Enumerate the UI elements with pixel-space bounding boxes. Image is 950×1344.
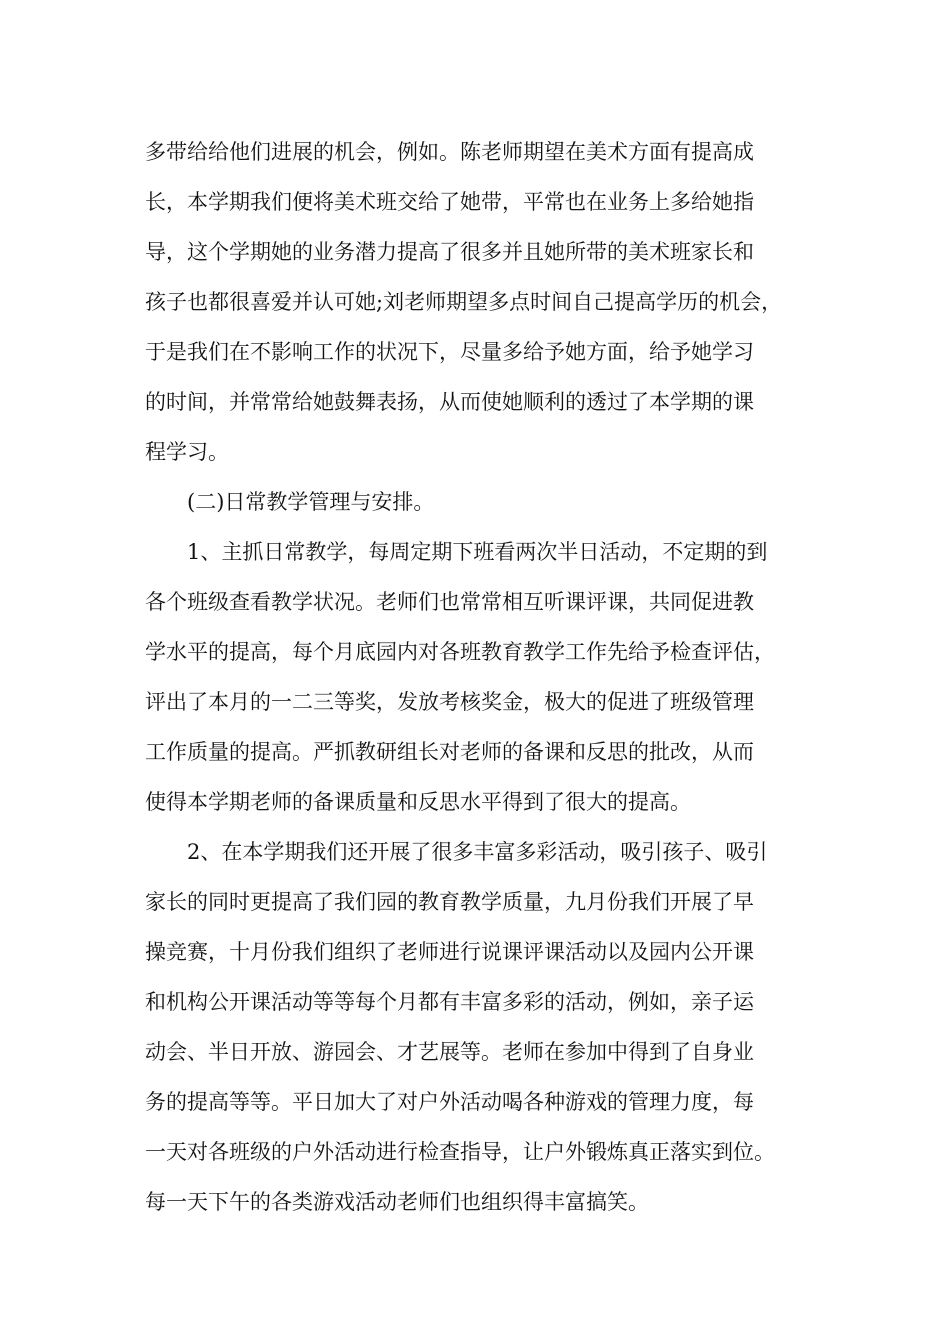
text-line: 务的提高等等。平日加大了对户外活动喝各种游戏的管理力度，每: [145, 1090, 754, 1114]
text-line: 工作质量的提高。严抓教研组长对老师的备课和反思的批改，从而: [145, 740, 754, 764]
text-line: 家长的同时更提高了我们园的教育教学质量，九月份我们开展了早: [145, 890, 754, 914]
text-line: 动会、半日开放、游园会、才艺展等。老师在参加中得到了自身业: [145, 1040, 754, 1064]
text-line: 一天对各班级的户外活动进行检查指导，让户外锻炼真正落实到位。: [145, 1140, 775, 1164]
paragraph-start: 1、主抓日常教学，每周定期下班看两次半日活动，不定期的到: [187, 540, 768, 564]
paragraph-start: 2、在本学期我们还开展了很多丰富多彩活动，吸引孩子、吸引: [187, 840, 768, 864]
text-line: 各个班级查看教学状况。老师们也常常相互听课评课，共同促进教: [145, 590, 754, 614]
body-text: [145, 132, 825, 1232]
text-line: 每一天下午的各类游戏活动老师们也组织得丰富搞笑。: [145, 1190, 649, 1214]
section-heading: (二)日常教学管理与安排。: [187, 490, 435, 514]
text-line: 孩子也都很喜爱并认可她;刘老师期望多点时间自己提高学历的机会，: [145, 290, 783, 314]
text-line: 长，本学期我们便将美术班交给了她带，平常也在业务上多给她指: [145, 190, 754, 214]
text-line: 使得本学期老师的备课质量和反思水平得到了很大的提高。: [145, 790, 691, 814]
text-line: 于是我们在不影响工作的状况下，尽量多给予她方面，给予她学习: [145, 340, 754, 364]
text-line: 的时间，并常常给她鼓舞表扬，从而使她顺利的透过了本学期的课: [145, 390, 754, 414]
text-line: 和机构公开课活动等等每个月都有丰富多彩的活动，例如，亲子运: [145, 990, 754, 1014]
text-line: 评出了本月的一二三等奖，发放考核奖金，极大的促进了班级管理: [145, 690, 754, 714]
text-line: 程学习。: [145, 440, 229, 464]
text-line: 操竞赛，十月份我们组织了老师进行说课评课活动以及园内公开课: [145, 940, 754, 964]
text-line: 导，这个学期她的业务潜力提高了很多并且她所带的美术班家长和: [145, 240, 754, 264]
text-line: 学水平的提高，每个月底园内对各班教育教学工作先给予检查评估，: [145, 640, 775, 664]
text-line: 多带给给他们进展的机会，例如。陈老师期望在美术方面有提高成: [145, 140, 754, 164]
